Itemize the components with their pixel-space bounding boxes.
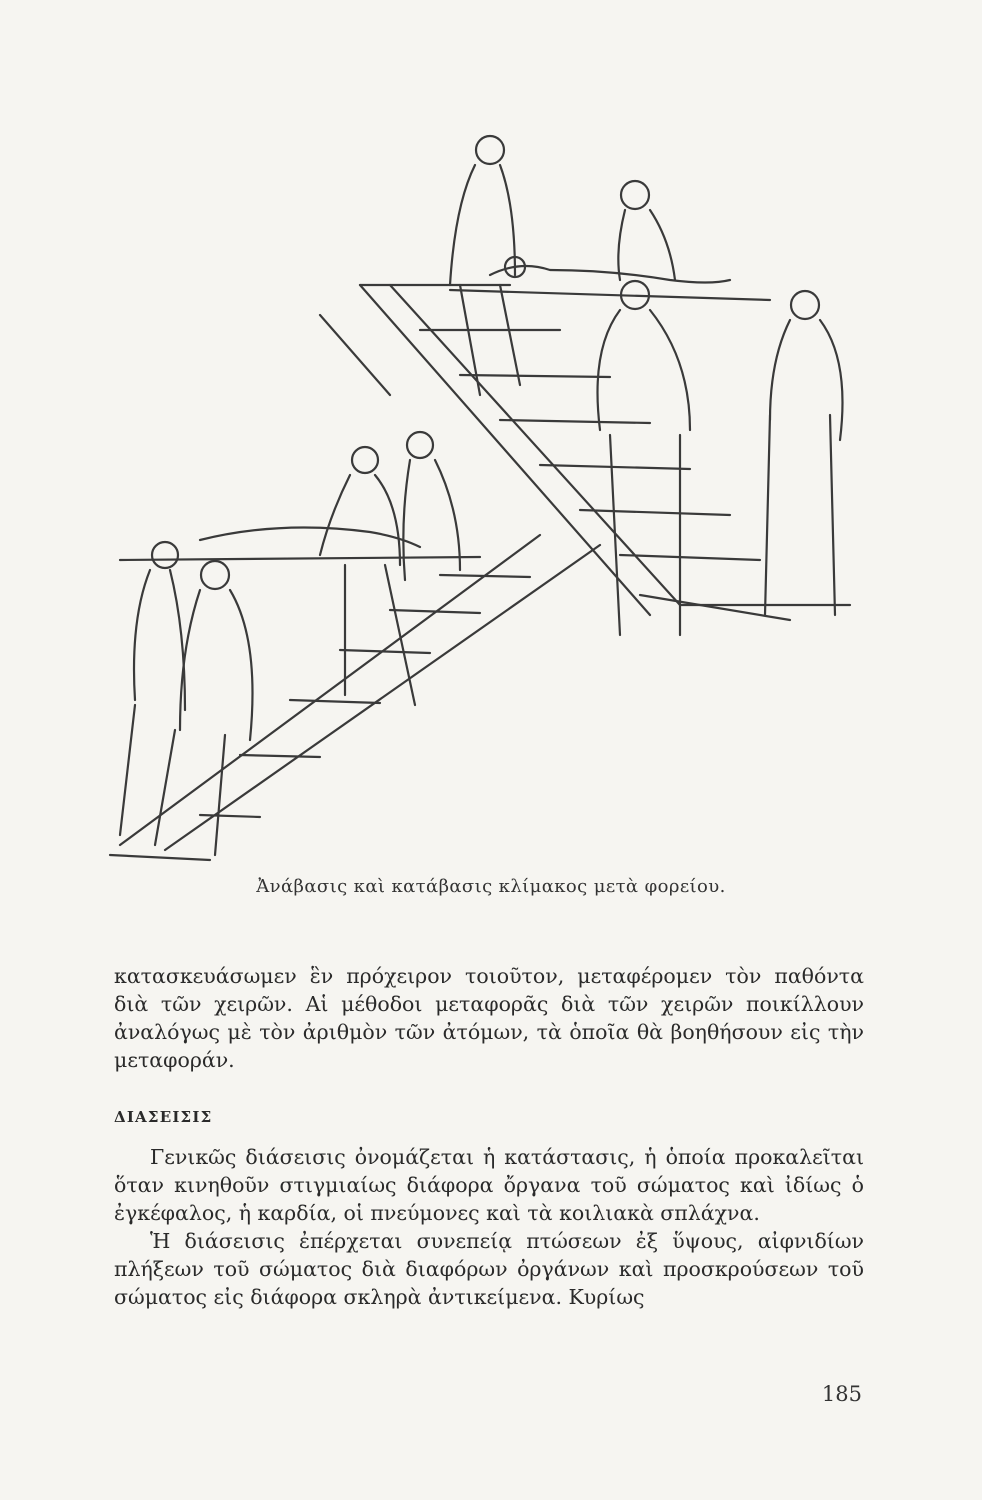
bearer-lower-left (155, 561, 253, 855)
stretcher-ladder-illustration (90, 115, 880, 875)
bearer-right (765, 291, 843, 615)
paragraph: Γενικῶς διάσεισις ὀνομάζεται ἡ κατάστασις, ἡ ὁποία προκαλεῖται ὅταν κινηθοῦν στιγμιαίως διάφορα ὄργανα τοῦ σώματος καὶ ἰδίως ὁ ἐγκέφαλος, ἡ καρδία, οἱ πνεύμονες καὶ τὰ κοιλιακὰ σπλάχνα. (114, 1145, 864, 1225)
bearer-top-right (618, 181, 675, 280)
text-block-1 (114, 962, 864, 1074)
stretcher-upper (450, 257, 770, 300)
bearer-top-left (450, 136, 520, 395)
paragraph: Ἡ διάσεισις ἐπέρχεται συνεπείᾳ πτώσεων ἐξ ὕψους, αἰφνιδίων πλήξεων τοῦ σώματος διὰ διαφόρων ὀργάνων καὶ προσκρούσεων τοῦ σώματος εἰς διάφορα σκληρὰ ἀντικείμενα. Κυρίως (114, 1229, 864, 1309)
section-heading: ΔΙΑΣΕΙΣΙΣ (114, 1108, 213, 1126)
bearer-lower-far-left (120, 542, 185, 835)
bearer-lower-middle (320, 447, 415, 705)
stretcher-lower (120, 528, 480, 561)
text-block-2 (114, 1143, 864, 1311)
line-drawing (90, 115, 880, 875)
paragraph: κατασκευάσωμεν ἓν πρόχειρον τοιοῦτον, μεταφέρομεν τὸν παθόντα διὰ τῶν χειρῶν. Αἱ μέθοδοι μεταφορᾶς διὰ τῶν χειρῶν ποικίλλουν ἀναλόγως μὲ τὸν ἀριθμὸν τῶν ἀτόμων, τὰ ὁποῖα θὰ βοηθήσουν εἰς τὴν μεταφοράν. (114, 964, 864, 1072)
figure-caption: Ἀνάβασις καὶ κατάβασις κλίμακος μετὰ φορείου. (256, 876, 726, 897)
upper-ladder (320, 285, 850, 620)
page-number: 185 (821, 1382, 862, 1406)
bearer-middle (598, 281, 691, 635)
lower-ladder (110, 535, 600, 860)
